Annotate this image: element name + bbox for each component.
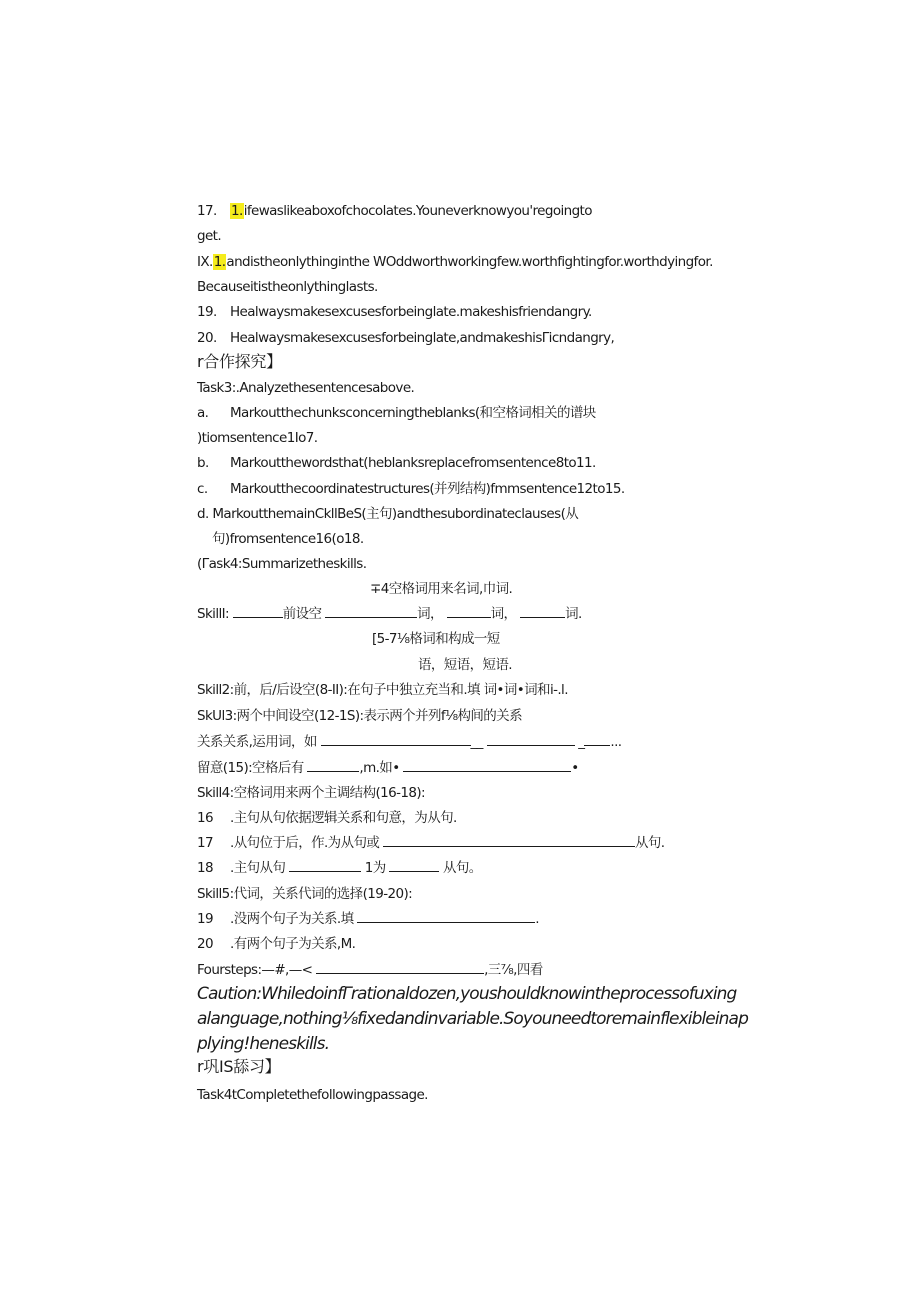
- item-letter: a.: [197, 405, 209, 421]
- item-number: 18: [197, 860, 213, 876]
- fill-blank[interactable]: [403, 759, 571, 772]
- sentence-number: 20.: [197, 330, 217, 346]
- fill-blank[interactable]: [233, 605, 283, 618]
- skill5-item-19: [197, 910, 539, 928]
- skill4-item-18: [197, 859, 482, 877]
- fill-blank[interactable]: [383, 834, 635, 847]
- skill2-line: Skill2:前，后/后设空(8-II):在句子中独立充当和.填 词•词•词和i-.l.: [197, 682, 568, 698]
- skill1-line: [197, 605, 582, 623]
- fill-blank[interactable]: [447, 605, 491, 618]
- skill-label: SkillI:: [197, 606, 229, 622]
- skill-text: __: [470, 734, 483, 750]
- sentence-17: [197, 202, 592, 220]
- sentence-number: 19.: [197, 304, 217, 320]
- caution-line-2: alanguage,nothing⅛fixedandinvariable.Soyouneedtoremainflexibleinap: [197, 1009, 748, 1029]
- item-letter: c.: [197, 481, 208, 497]
- task3-title: Task3:.Analyzethesentencesabove.: [197, 380, 415, 396]
- highlighted-text: 1.: [231, 203, 243, 219]
- task3-item-d: d. MarkoutthemainCkllBeS(主句)andthesubordinateclauses(从: [197, 506, 579, 522]
- sentence-17-continuation: get.: [197, 228, 222, 244]
- skill-text: ...: [610, 734, 622, 750]
- item-number: 20: [197, 936, 213, 952]
- section-heading-consolidation: r巩IS舔习】: [197, 1057, 281, 1076]
- skill3-attention-line: [197, 759, 579, 777]
- skill-text: _: [578, 734, 585, 750]
- skill1-note-top: ∓4空格词用来名词,巾词.: [370, 581, 513, 597]
- item-number: 16: [197, 810, 213, 826]
- task3-item-b: [197, 454, 596, 472]
- item-text: .主句从句: [230, 860, 286, 876]
- skill-text: 留意(15):空格后有: [197, 760, 304, 776]
- sentence-text: Healwaysmakesexcusesforbeinglate.makeshisfriendangry.: [230, 304, 592, 320]
- sentence-number: 17.: [197, 203, 217, 219]
- task4-passage-title: Task4tCompletethefollowingpassage.: [197, 1087, 428, 1103]
- skill3-line: SkUl3:两个中间设空(12-1S):表示两个并列f⅛构间的关系: [197, 708, 522, 724]
- skill4-line: Skill4:空格词用来两个主调结构(16-18):: [197, 785, 425, 801]
- skill-text: •: [571, 760, 579, 776]
- section-heading-cooperative-inquiry: r合作探究】: [197, 352, 282, 371]
- fill-blank[interactable]: [289, 859, 361, 872]
- item-text: 从句。: [443, 860, 482, 876]
- sentence-18: [197, 253, 713, 271]
- fill-blank[interactable]: [520, 605, 565, 618]
- steps-text: ,三⅞,四看: [484, 962, 543, 978]
- skill-text: 词.: [565, 606, 582, 622]
- item-number: 19: [197, 911, 213, 927]
- task4-title: (Γask4:Summarizetheskills.: [197, 556, 367, 572]
- skill1-note-bottom: 语，短语，短语.: [418, 657, 512, 673]
- skill5-line: Skill5:代词，关系代词的选择(19-20):: [197, 886, 413, 902]
- fill-blank[interactable]: [316, 961, 484, 974]
- item-text: 从句.: [635, 835, 665, 851]
- skill-text: 词，: [417, 606, 443, 622]
- fill-blank[interactable]: [357, 910, 535, 923]
- fill-blank[interactable]: [325, 605, 417, 618]
- task3-item-d-continuation: 句)fromsentence16(o18.: [212, 531, 364, 547]
- skill-text: ,m.如•: [359, 760, 400, 776]
- caution-line-3: plying!heneskills.: [197, 1034, 330, 1054]
- highlighted-text: 1.: [213, 254, 226, 270]
- item-text: .有两个句子为关系,M.: [230, 936, 356, 952]
- skill-text: 前设空: [282, 606, 322, 622]
- skill4-item-16: [197, 809, 457, 827]
- item-number: 17: [197, 835, 213, 851]
- item-letter: b.: [197, 455, 209, 471]
- sentence-text: Healwaysmakesexcusesforbeinglate,andmakeshisΓicndangry,: [230, 330, 615, 346]
- fill-blank[interactable]: [487, 733, 575, 746]
- item-text: Markoutthewordsthat(heblanksreplacefromsentence8to11.: [230, 455, 596, 471]
- four-steps-line: [197, 961, 543, 979]
- sentence-text: andistheonlythinginthe WOddworthworkingfew.worthfightingfor.worthdyingfor.: [226, 254, 713, 270]
- skill4-item-17: [197, 834, 665, 852]
- sentence-18-continuation: Becauseitistheonlythinglasts.: [197, 279, 378, 295]
- task3-item-c: [197, 480, 625, 498]
- sentence-20: [197, 329, 614, 347]
- item-text: .从句位于后，作.为从句或: [230, 835, 380, 851]
- task3-item-a-continuation: )tiomsentence1Io7.: [197, 430, 318, 446]
- sentence-number: IX.: [197, 254, 213, 270]
- sentence-text: ifewaslikeaboxofchocolates.Youneverknowyou'regoingto: [243, 203, 592, 219]
- item-text: Markoutthecoordinatestructures(并列结构)fmmsentence12to15.: [230, 481, 625, 497]
- skill3-relations-line: [197, 733, 621, 751]
- fill-blank[interactable]: [307, 759, 359, 772]
- skill5-item-20: [197, 935, 355, 953]
- item-text: Markoutthechunksconcerningtheblanks(和空格词相关的谱块: [230, 405, 596, 421]
- skill-text: 词，: [490, 606, 517, 622]
- item-text: .: [535, 911, 539, 927]
- fill-blank[interactable]: [321, 733, 471, 746]
- skill-text: 关系关系,运用词，如: [197, 734, 317, 750]
- steps-text: Foursteps:—#,—<: [197, 962, 313, 978]
- caution-line-1: Caution:WhiledoinfΓrationaldozen,youshouldknowintheprocessofuxing: [197, 984, 737, 1004]
- item-text: 1为: [364, 860, 386, 876]
- skill1-note-mid: [5-7⅛格词和构成一短: [372, 631, 500, 647]
- item-text: .主句从句依据逻辑关系和句意，为从句.: [230, 810, 457, 826]
- task3-item-a: [197, 404, 596, 422]
- sentence-19: [197, 303, 592, 321]
- item-text: .没两个句子为关系.填: [230, 911, 354, 927]
- fill-blank[interactable]: [389, 859, 439, 872]
- fill-blank[interactable]: [584, 733, 610, 746]
